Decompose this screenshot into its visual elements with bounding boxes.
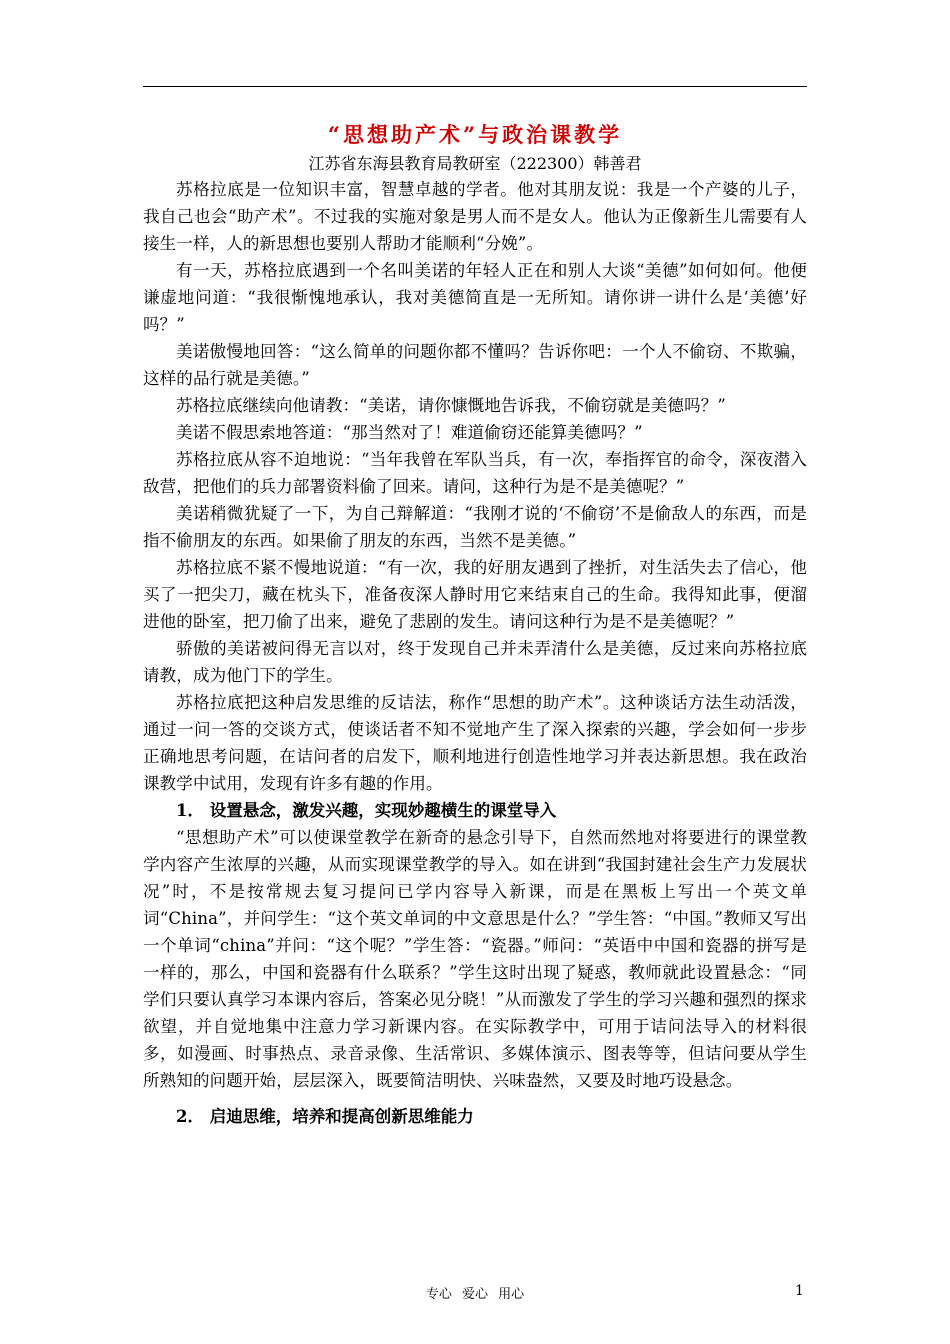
paragraph: 美诺不假思索地答道：“那当然对了！难道偷窃还能算美德吗？” [176, 423, 643, 442]
paragraph: 美诺傲慢地回答：“这么简单的问题你都不懂吗？告诉你吧：一个人不偷窃、不欺骗，这样的品行就是美德。” [143, 342, 807, 388]
paragraph: 苏格拉底不紧不慢地说道：“有一次，我的好朋友遇到了挫折，对生活失去了信心，他买了一把尖刀，藏在枕头下，准备夜深人静时用它来结束自己的生命。我得知此事，便溜进他的卧室，把刀偷了出来，避免了悲剧的发生。请问这种行为是不是美德呢？” [143, 558, 807, 631]
section-1-paragraph: “思想助产术”可以使课堂教学在新奇的悬念引导下，自然而然地对将要进行的课堂教学内容产生浓厚的兴趣，从而实现课堂教学的导入。如在讲到“我国封建社会生产力发展状况”时，不是按常规去复习提问已学内容导入新课，而是在黑板上写出一个英文单词“China”，并问学生：“这个英文单词的中文意思是什么？”学生答：“中国。”教师又写出一个单词“china”并问：“这个呢？”学生答：“瓷器。”师问：“英语中中国和瓷器的拼写是一样的，那么，中国和瓷器有什么联系？”学生这时出现了疑惑，教师就此设置悬念：“同学们只要认真学习本课内容后，答案必见分晓！”从而激发了学生的学习兴趣和强烈的探求欲望，并自觉地集中注意力学习新课内容。在实际教学中，可用于诘问法导入的材料很多，如漫画、时事热点、录音录像、生活常识、多媒体演示、图表等等，但诘问要从学生所熟知的问题开始，层层深入，既要简洁明快、兴味盎然，又要及时地巧设悬念。 [143, 828, 807, 1090]
paragraph: 苏格拉底从容不迫地说：“当年我曾在军队当兵，有一次，奉指挥官的命令，深夜潜入敌营，把他们的兵力部署资料偷了回来。请问，这种行为是不是美德呢？” [143, 450, 807, 496]
document-title: “思想助产术”与政治课教学 [327, 122, 623, 147]
document-body [143, 118, 807, 1130]
header-rule [143, 86, 807, 87]
paragraph: 有一天，苏格拉底遇到一个名叫美诺的年轻人正在和别人大谈“美德”如何如何。他便谦虚地问道：“我很惭愧地承认，我对美德简直是一无所知。请你讲一讲什么是‘美德’好吗？” [143, 261, 807, 334]
paragraph: 美诺稍微犹疑了一下，为自己辩解道：“我刚才说的‘不偷窃’不是偷敌人的东西，而是指不偷朋友的东西。如果偷了朋友的东西，当然不是美德。” [143, 504, 807, 550]
paragraph: 骄傲的美诺被问得无言以对，终于发现自己并未弄清什么是美德，反过来向苏格拉底请教，成为他门下的学生。 [143, 639, 807, 685]
footer-motto: 专心 爱心 用心 [425, 1287, 525, 1302]
page-number: 1 [795, 1283, 804, 1299]
paragraph: 苏格拉底是一位知识丰富，智慧卓越的学者。他对其朋友说：我是一个产婆的儿子，我自己也会“助产术”。不过我的实施对象是男人而不是女人。他认为正像新生儿需要有人接生一样，人的新思想也要别人帮助才能顺利“分娩”。 [143, 180, 807, 253]
paragraph: 苏格拉底把这种启发思维的反诘法，称作“思想的助产术”。这种谈话方法生动活泼，通过一问一答的交谈方式，使谈话者不知不觉地产生了深入探索的兴趣，学会如何一步步正确地思考问题，在诘问者的启发下，顺利地进行创造性地学习并表达新思想。我在政治课教学中试用，发现有许多有趣的作用。 [143, 693, 807, 793]
paragraph: 苏格拉底继续向他请教：“美诺，请你慷慨地告诉我，不偷窃就是美德吗？” [176, 396, 726, 415]
section-heading-2: 2． 启迪思维，培养和提高创新思维能力 [176, 1107, 474, 1126]
author-line: 江苏省东海县教育局教研室（222300）韩善君 [308, 154, 642, 173]
section-heading-1: 1． 设置悬念，激发兴趣，实现妙趣横生的课堂导入 [176, 801, 557, 820]
